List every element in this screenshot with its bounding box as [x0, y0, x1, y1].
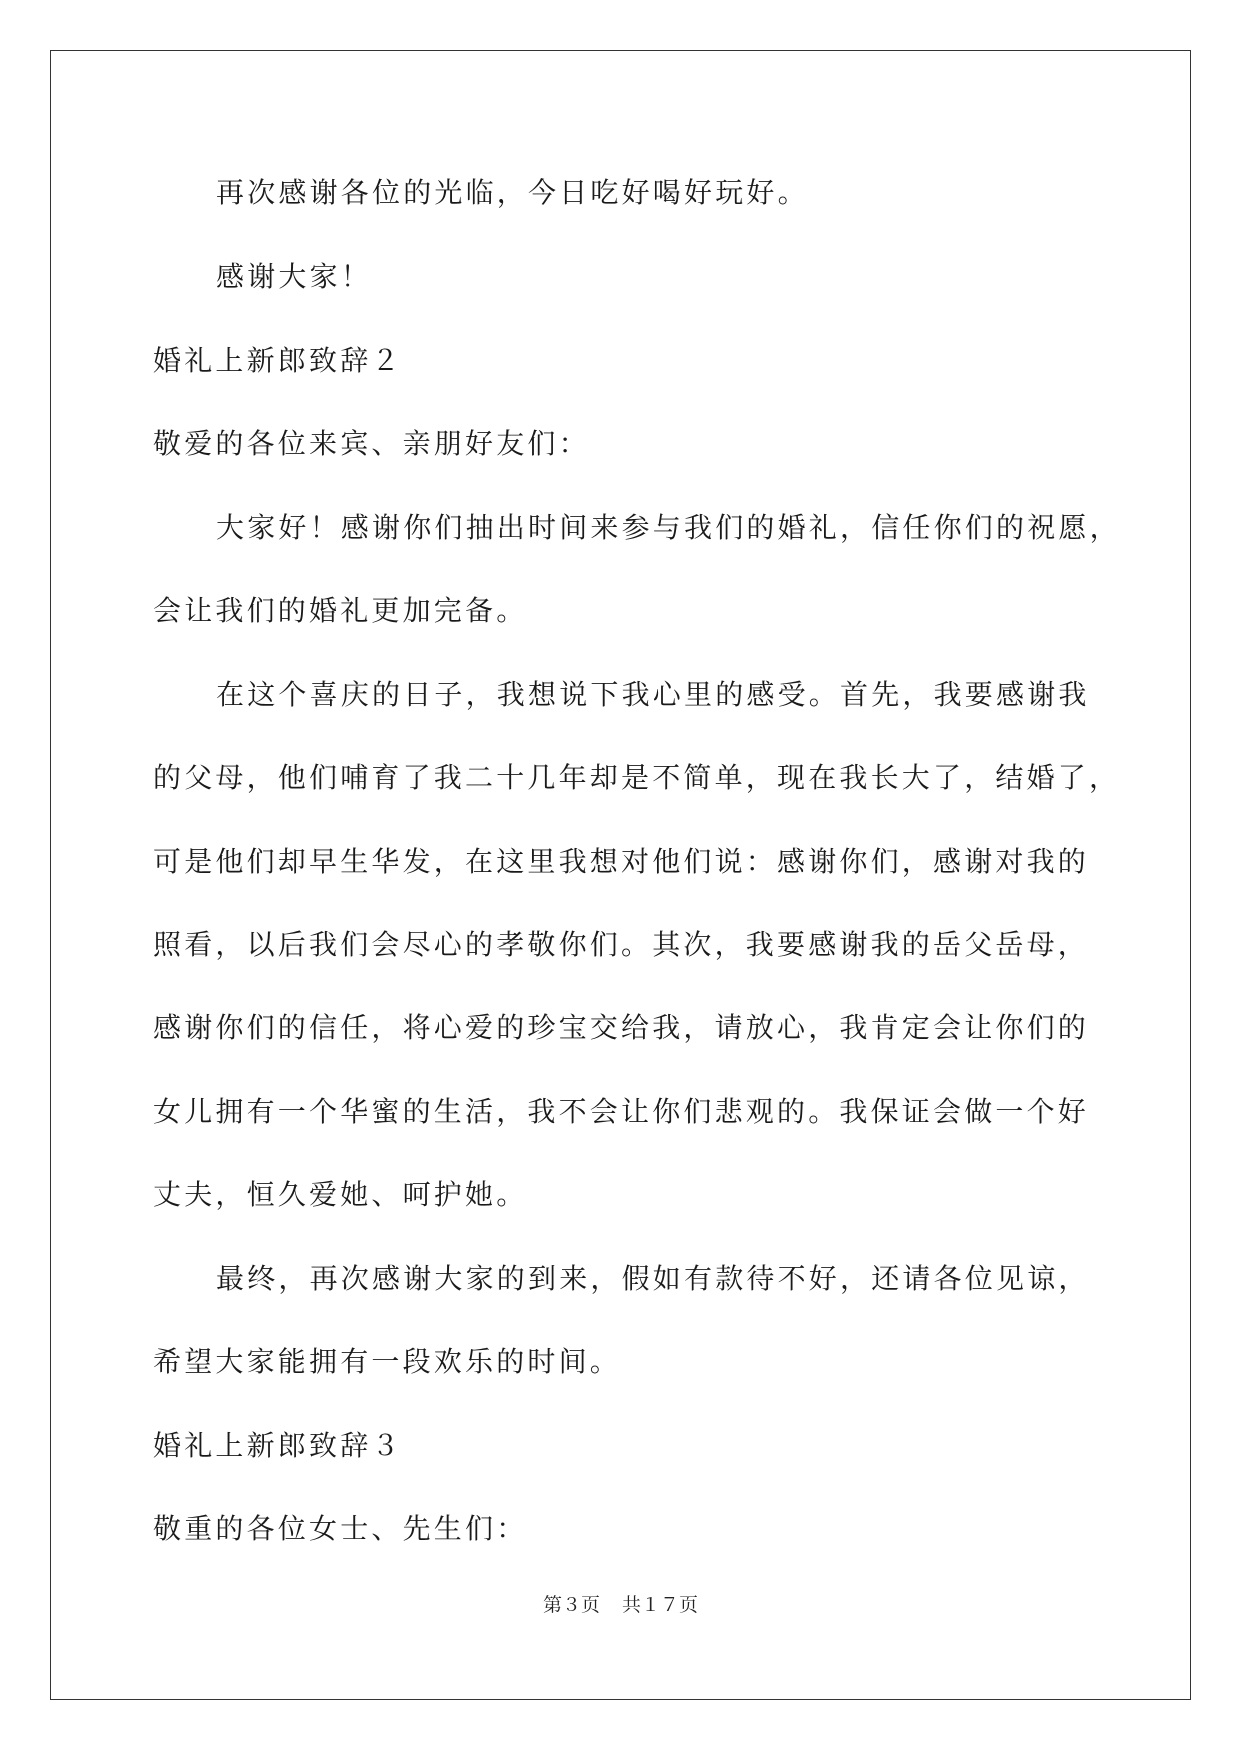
salutation: 敬爱的各位来宾、亲朋好友们：: [153, 427, 590, 460]
paragraph-line: 会让我们的婚礼更加完备。: [153, 594, 528, 627]
page-total: 共１７页: [622, 1594, 699, 1616]
paragraph-line: 感谢你们的信任，将心爱的珍宝交给我，请放心，我肯定会让你们的: [153, 1011, 1090, 1044]
paragraph-line: 女儿拥有一个华蜜的生活，我不会让你们悲观的。我保证会做一个好: [153, 1095, 1090, 1128]
paragraph-line: 可是他们却早生华发，在这里我想对他们说：感谢你们，感谢对我的: [153, 845, 1090, 878]
paragraph-line: 最终，再次感谢大家的到来，假如有款待不好，还请各位见谅，: [216, 1262, 1090, 1295]
section-heading: 婚礼上新郎致辞３: [153, 1429, 403, 1462]
paragraph-line: 感谢大家！: [216, 260, 373, 293]
paragraph-line: 希望大家能拥有一段欢乐的时间。: [153, 1345, 622, 1378]
paragraph-line: 丈夫，恒久爱她、呵护她。: [153, 1178, 528, 1211]
salutation: 敬重的各位女士、先生们：: [153, 1512, 528, 1545]
section-heading: 婚礼上新郎致辞２: [153, 344, 403, 377]
paragraph-line: 的父母，他们哺育了我二十几年却是不简单，现在我长大了，结婚了，: [153, 761, 1121, 794]
paragraph-line: 再次感谢各位的光临，今日吃好喝好玩好。: [216, 176, 809, 209]
page-footer: [0, 1592, 1241, 1618]
paragraph-line: 在这个喜庆的日子，我想说下我心里的感受。首先，我要感谢我: [216, 678, 1090, 711]
page-number: 第３页: [542, 1594, 600, 1616]
paragraph-line: 照看，以后我们会尽心的孝敬你们。其次，我要感谢我的岳父岳母，: [153, 928, 1090, 961]
paragraph-line: 大家好！感谢你们抽出时间来参与我们的婚礼，信任你们的祝愿，: [216, 511, 1121, 544]
